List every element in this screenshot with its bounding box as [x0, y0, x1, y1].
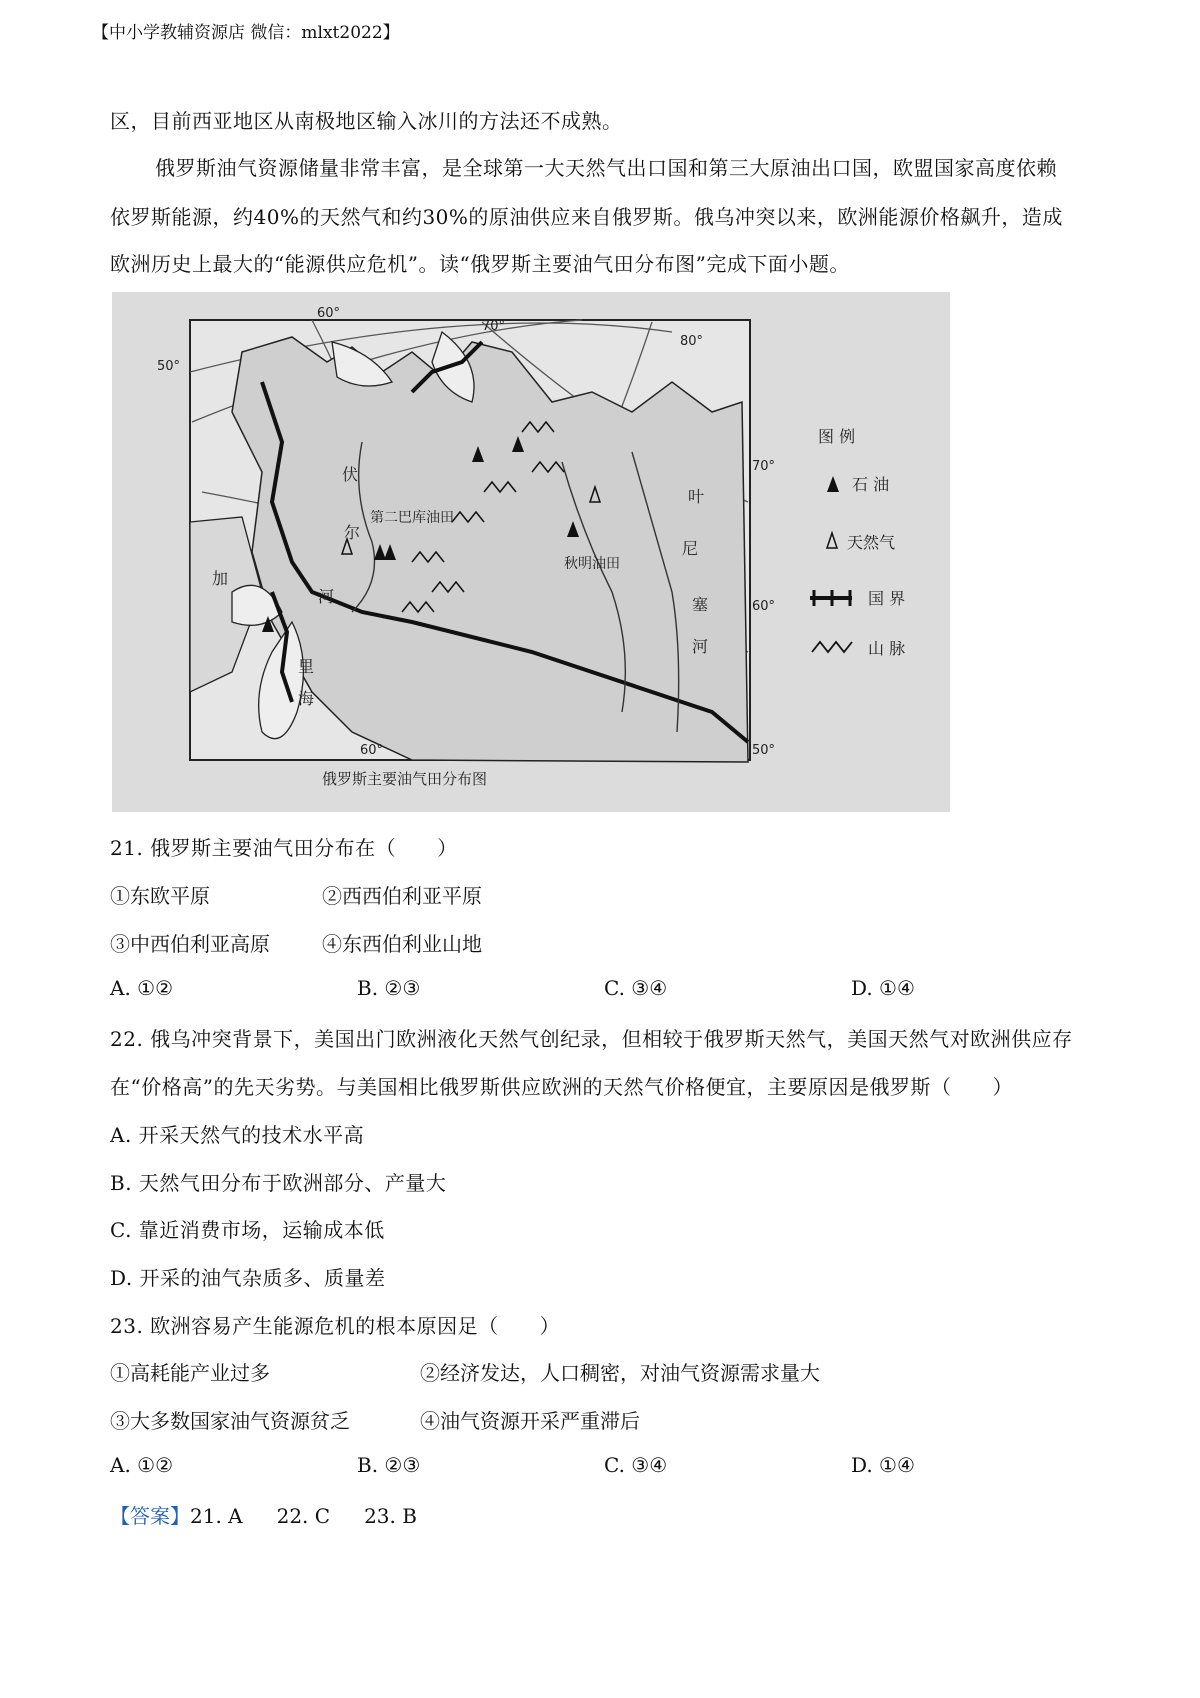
q21-option-a: A. ①② — [110, 976, 174, 1000]
lat-label: 50° — [157, 359, 181, 374]
q23-option-b: B. ②③ — [357, 1453, 421, 1477]
q23-statement-3: ③大多数国家油气资源贫乏 — [110, 1409, 350, 1433]
q23-statement-4: ④油气资源开采严重滞后 — [420, 1409, 640, 1433]
q23-stem: 23. 欧洲容易产生能源危机的根本原因足（ ） — [110, 1314, 561, 1338]
answer-tag: 【答案】 — [110, 1504, 190, 1528]
region-label: 第二巴库油田 — [370, 510, 454, 526]
region-label: 海 — [298, 689, 315, 708]
q22-option-d: D. 开采的油气杂质多、质量差 — [110, 1266, 386, 1290]
lat-label: 80° — [680, 334, 704, 349]
region-label: 里 — [298, 657, 315, 676]
q21-stem: 21. 俄罗斯主要油气田分布在（ ） — [110, 836, 458, 860]
q21-option-c: C. ③④ — [604, 976, 668, 1000]
q22-option-c: C. 靠近消费市场，运输成本低 — [110, 1218, 385, 1242]
source-header: 【中小学教辅资源店 微信：mlxt2022】 — [92, 23, 400, 43]
q23-statement-1: ①高耗能产业过多 — [110, 1361, 270, 1385]
lat-label: 60° — [360, 743, 384, 758]
region-label: 河 — [318, 587, 335, 606]
region-label: 秋明油田 — [564, 556, 620, 572]
q21-option-d: D. ①④ — [851, 976, 915, 1000]
lat-label: 70° — [752, 459, 776, 474]
intro-para-line-3: 欧洲历史上最大的“能源供应危机”。读“俄罗斯主要油气田分布图”完成下面小题。 — [110, 252, 850, 276]
lat-label: 70° — [482, 319, 506, 334]
region-label: 河 — [692, 637, 709, 656]
q22-stem-line-2: 在“价格高”的先天劣势。与美国相比俄罗斯供应欧洲的天然气价格便宜，主要原因是俄罗斯（ ） — [110, 1075, 1013, 1099]
q22-stem-line-1: 22. 俄乌冲突背景下，美国出门欧洲液化天然气创纪录，但相较于俄罗斯天然气，美国天然气对欧洲供应存 — [110, 1027, 1073, 1051]
legend-gas-label: 天然气 — [847, 533, 896, 552]
intro-line-1: 区，目前西亚地区从南极地区输入冰川的方法还不成熟。 — [110, 109, 623, 133]
q21-option-b: B. ②③ — [357, 976, 421, 1000]
oil-gas-map — [112, 292, 950, 812]
answer-22: 22. C — [276, 1504, 331, 1528]
lat-label: 50° — [752, 743, 776, 758]
q21-statement-1: ①东欧平原 — [110, 884, 210, 908]
answer-21: 21. A — [190, 1504, 243, 1528]
q22-option-a: A. 开采天然气的技术水平高 — [110, 1123, 365, 1147]
region-label: 伏 — [342, 465, 359, 484]
q23-option-c: C. ③④ — [604, 1453, 668, 1477]
intro-para-line-1: 俄罗斯油气资源储量非常丰富，是全球第一大天然气出口国和第三大原油出口国，欧盟国家高度依赖 — [155, 156, 1057, 180]
legend-border-label: 国 界 — [868, 589, 906, 608]
gas-icon — [827, 533, 837, 548]
answer-23: 23. B — [364, 1504, 417, 1528]
legend-mountain-label: 山 脉 — [868, 639, 906, 658]
q23-statement-2: ②经济发达，人口稠密，对油气资源需求量大 — [420, 1361, 820, 1385]
mountain-icon — [812, 642, 852, 652]
region-label: 尼 — [682, 539, 699, 558]
legend-title: 图 例 — [818, 427, 856, 446]
answer-line — [110, 1500, 417, 1529]
region-label: 塞 — [692, 595, 709, 614]
border-icon — [810, 590, 852, 606]
q21-statement-2: ②西西伯利亚平原 — [322, 884, 482, 908]
q23-option-d: D. ①④ — [851, 1453, 915, 1477]
q21-statement-4: ④东西伯利业山地 — [322, 932, 482, 956]
region-label: 尔 — [344, 523, 361, 542]
oil-icon — [827, 476, 839, 492]
lat-label: 60° — [752, 599, 776, 614]
lat-label: 60° — [317, 306, 341, 321]
q23-option-a: A. ①② — [110, 1453, 174, 1477]
intro-para-line-2: 依罗斯能源，约40%的天然气和约30%的原油供应来自俄罗斯。俄乌冲突以来，欧洲能源价格飙升，造成 — [110, 205, 1063, 229]
map-caption: 俄罗斯主要油气田分布图 — [322, 770, 488, 788]
legend-oil-label: 石 油 — [852, 475, 890, 494]
region-label: 加 — [212, 569, 229, 588]
q21-statement-3: ③中西伯利亚高原 — [110, 932, 270, 956]
region-label: 叶 — [688, 487, 705, 506]
q22-option-b: B. 天然气田分布于欧洲部分、产量大 — [110, 1171, 447, 1195]
